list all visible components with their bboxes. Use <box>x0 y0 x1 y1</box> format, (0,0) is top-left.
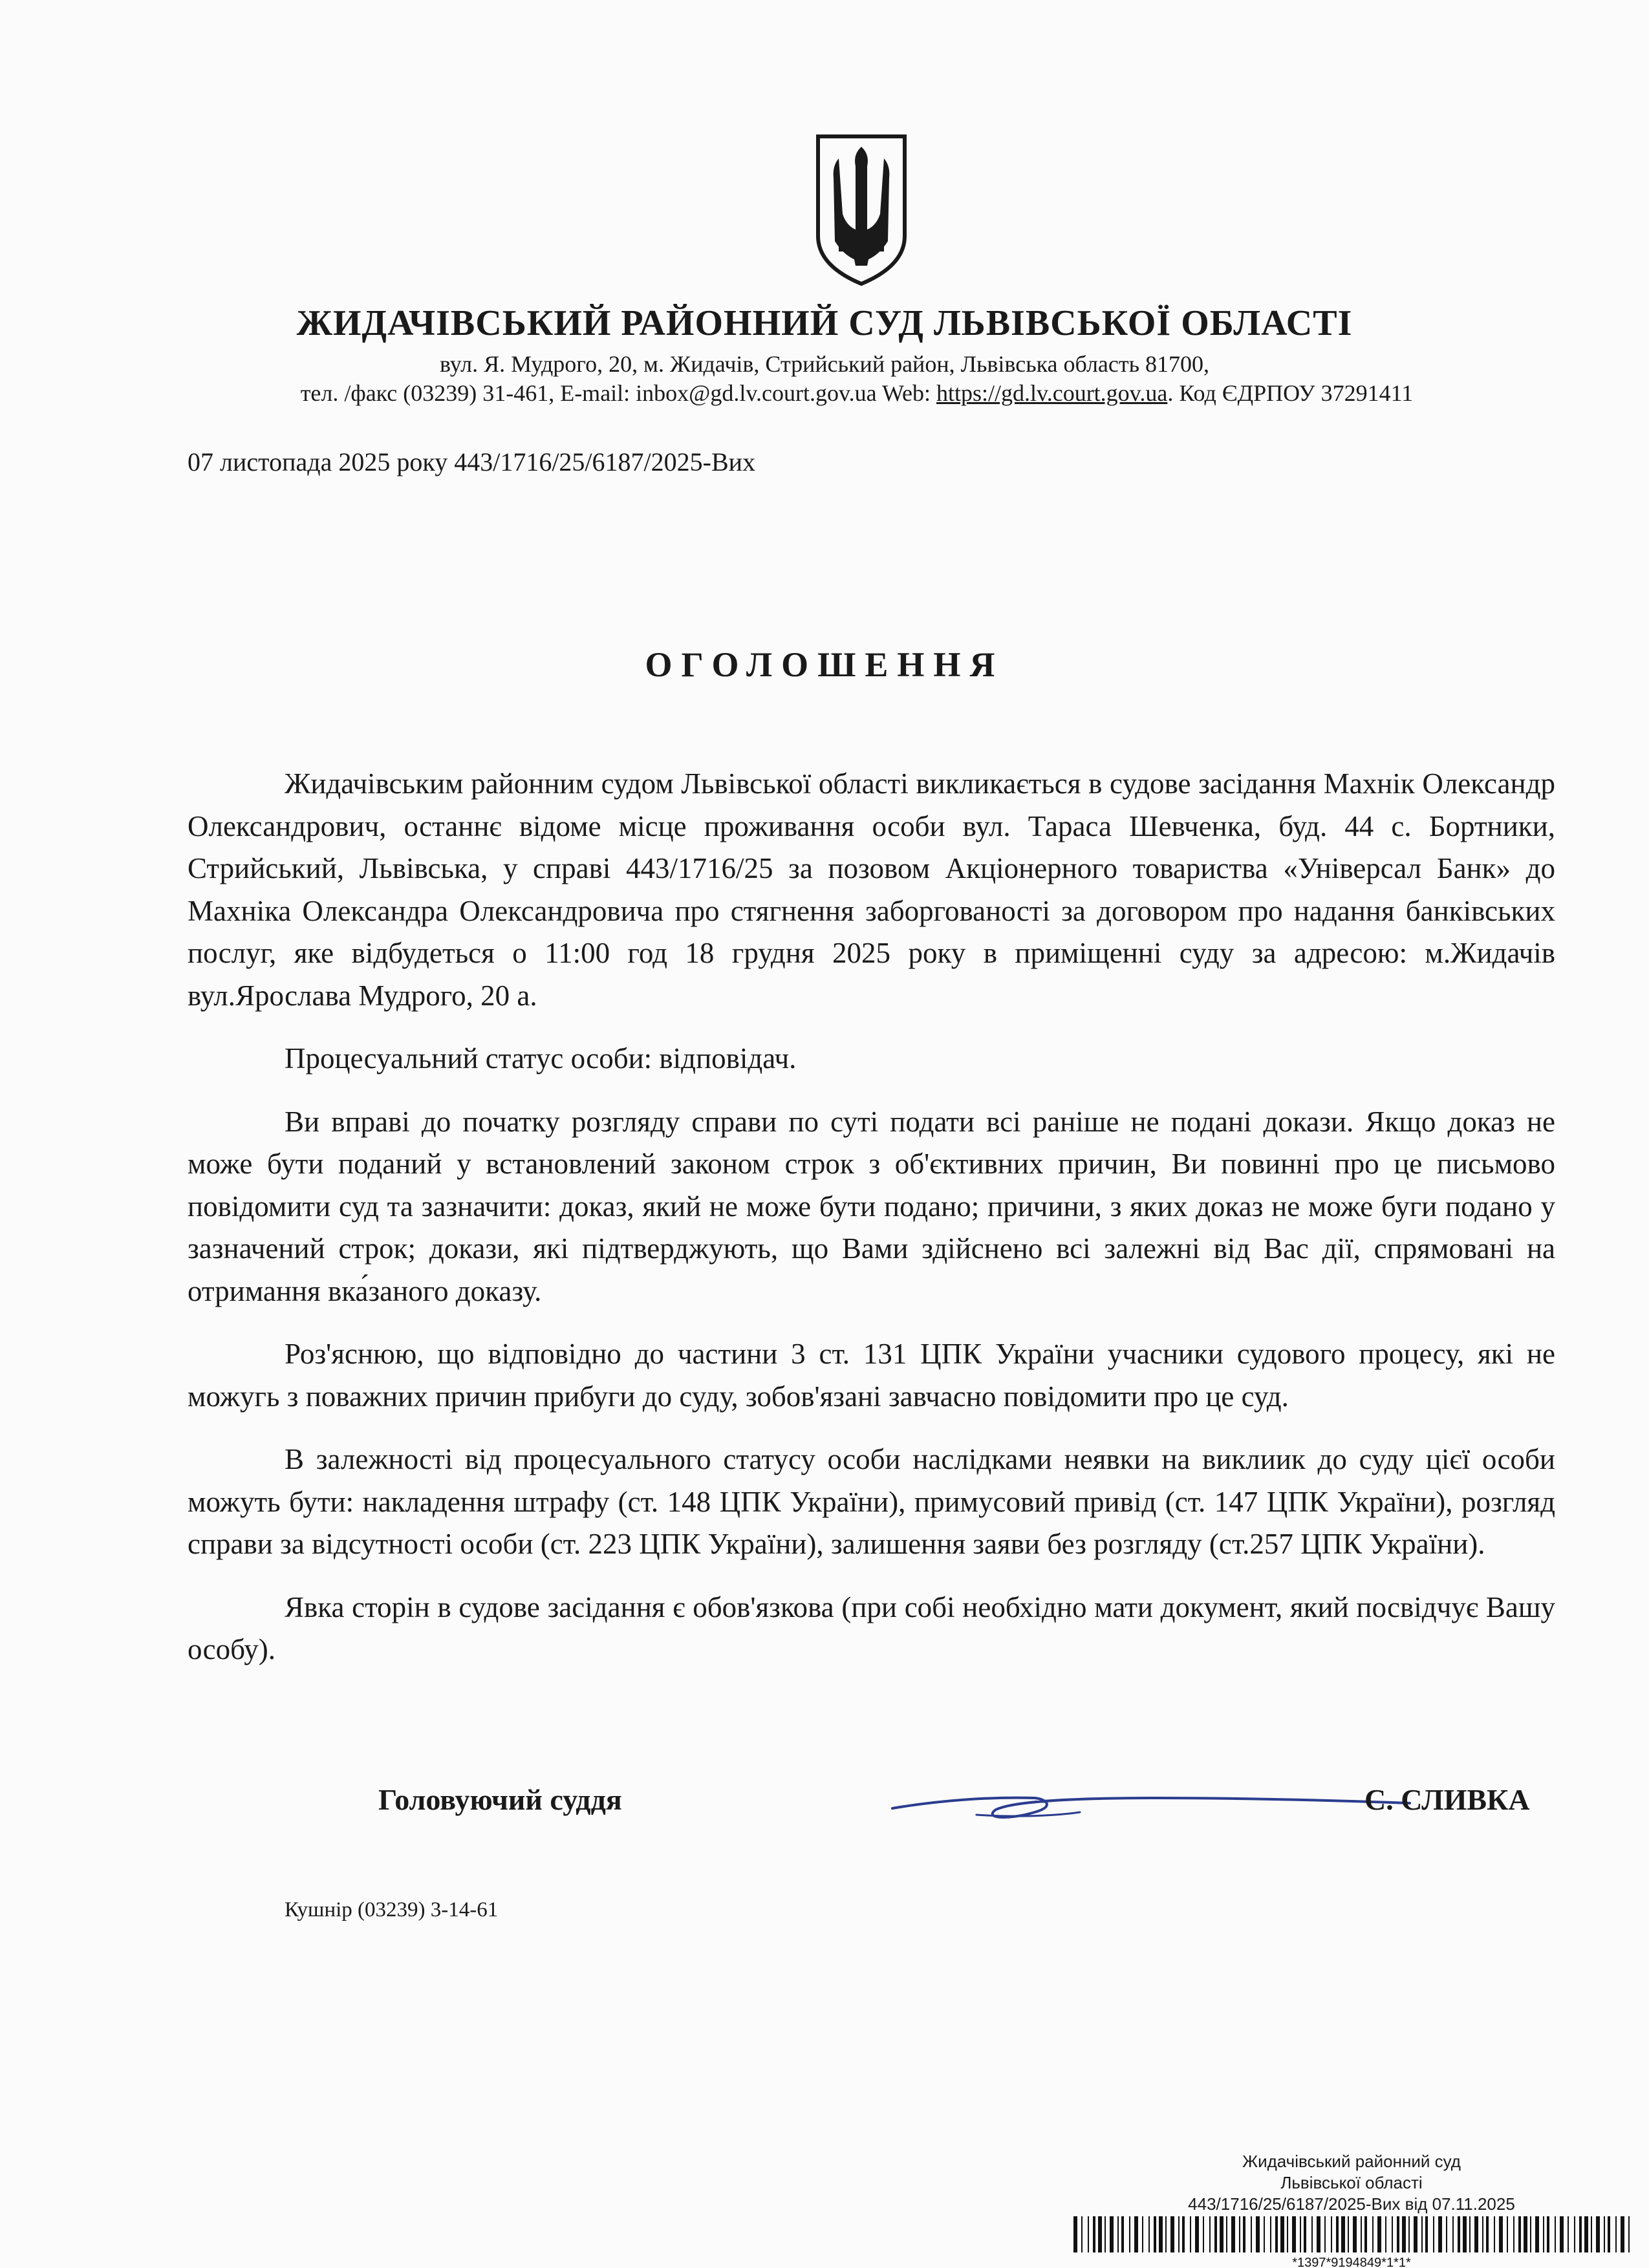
barcode-bar <box>1524 2216 1527 2252</box>
barcode-bar <box>1093 2216 1095 2252</box>
barcode-bar <box>1596 2216 1600 2252</box>
barcode-bar <box>1098 2216 1102 2252</box>
barcode-bar <box>1392 2216 1393 2252</box>
barcode-bar <box>1474 2216 1478 2252</box>
document-body <box>188 763 1555 1692</box>
barcode-bar <box>1081 2216 1083 2252</box>
barcode-bar <box>1159 2216 1163 2252</box>
judge-title: Головуючий суддя <box>378 1783 622 1816</box>
barcode-bar <box>1165 2216 1167 2252</box>
barcode-bar <box>1560 2216 1564 2252</box>
barcode-bar <box>1499 2216 1503 2252</box>
barcode-bar <box>1300 2216 1301 2252</box>
paragraph-status: Процесуальний статус особи: відповідач. <box>285 1042 797 1075</box>
barcode-bar <box>1154 2216 1156 2252</box>
barcode-bar <box>1547 2216 1549 2252</box>
barcode-bar <box>1148 2216 1150 2252</box>
barcode-bar <box>1402 2216 1406 2252</box>
barcode-bar <box>1574 2216 1575 2252</box>
barcode-bar <box>1425 2216 1428 2252</box>
paragraph-attendance: Явка сторін в судове засідання є обов'язкова (при собі необхідно мати документ, який посвідчує Вашу особу). <box>188 1590 1555 1665</box>
barcode-bar <box>1507 2216 1508 2252</box>
barcode-bar <box>1117 2216 1119 2252</box>
judge-name: С. СЛИВКА <box>1364 1783 1530 1816</box>
barcode-bar <box>1482 2216 1483 2252</box>
barcode-bar <box>1353 2216 1357 2252</box>
barcode-bar <box>1446 2216 1447 2252</box>
barcode-bar <box>1433 2216 1434 2252</box>
barcode-bar <box>1621 2216 1624 2252</box>
barcode-bar <box>1452 2216 1454 2252</box>
barcode-bar <box>1209 2216 1211 2252</box>
barcode-bar <box>1414 2216 1417 2252</box>
website-link[interactable]: https://gd.lv.court.gov.ua <box>936 380 1168 406</box>
document-heading: ОГОЛОШЕННЯ <box>645 645 1004 684</box>
barcode-bar <box>1275 2216 1278 2252</box>
stamp-region: Львівської області <box>1280 2173 1423 2192</box>
barcode-bar <box>1535 2216 1539 2252</box>
barcode-bar <box>1178 2216 1180 2252</box>
barcode-bar <box>1073 2216 1077 2252</box>
barcode-bar <box>1182 2216 1185 2252</box>
barcode-bar <box>1251 2216 1252 2252</box>
barcode-bar <box>1088 2216 1089 2252</box>
barcode-bar <box>1555 2216 1556 2252</box>
barcode-bar <box>1331 2216 1332 2252</box>
barcode-bar <box>1280 2216 1284 2252</box>
barcode-bar <box>1190 2216 1191 2252</box>
barcode-bar <box>1494 2216 1495 2252</box>
barcode-bar <box>1543 2216 1544 2252</box>
barcode-bar <box>1121 2216 1124 2252</box>
barcode-bar <box>1220 2216 1223 2252</box>
barcode-bar <box>1584 2216 1588 2252</box>
paragraph-consequences: В залежності від процесуального статусу особи наслідками неявки на виклиик до суду цієї особи можуть бути: накладення штрафу (ст. 148 ЦПК України), примусовий привід (ст. 147 ЦПК України), розгляд справи за відсутності особи (ст. 223 ЦПК України), залишення заяви без розгляду (ст.257 ЦПК України). <box>188 1443 1555 1560</box>
barcode-bar <box>1336 2216 1339 2252</box>
barcode-bar <box>1530 2216 1531 2252</box>
barcode-bar <box>1287 2216 1288 2252</box>
barcode-bar <box>1486 2216 1489 2252</box>
court-address: вул. Я. Мудрого, 20, м. Жидачів, Стрийський район, Львівська область 81700, <box>439 351 1210 377</box>
barcode-bar <box>1317 2216 1320 2252</box>
barcode-bar <box>1615 2216 1617 2252</box>
barcode-bar <box>1214 2216 1217 2252</box>
barcode-bar <box>1438 2216 1442 2252</box>
barcode-bar <box>1628 2216 1630 2252</box>
barcode-bar <box>1134 2216 1138 2252</box>
barcode-bar <box>1361 2216 1362 2252</box>
barcode-bar <box>1513 2216 1514 2252</box>
barcode-bar <box>1231 2216 1235 2252</box>
barcode-bar <box>1304 2216 1306 2252</box>
barcode-bar <box>1608 2216 1610 2252</box>
barcode-bar <box>1226 2216 1227 2252</box>
barcode-bar <box>1195 2216 1199 2252</box>
barcode-bar <box>1372 2216 1374 2252</box>
barcode-bar <box>1311 2216 1313 2252</box>
barcode-bar <box>1385 2216 1386 2252</box>
barcode-bar <box>1348 2216 1349 2252</box>
judge-signature <box>886 1781 1416 1833</box>
registration-stamp <box>1067 2151 1636 2215</box>
barcode-bar <box>1170 2216 1174 2252</box>
outgoing-reference: 07 листопада 2025 року 443/1716/25/6187/2025-Вих <box>188 447 756 476</box>
paragraph-notice: Роз'яснюю, що відповідно до частини 3 ст. 131 ЦПК України учасники судового процесу, які не можугь з поважних причин прибуги до суду, зобов'язані завчасно повідомити про це суд. <box>188 1338 1555 1413</box>
barcode-bar <box>1397 2216 1399 2252</box>
contact-suffix: . Код ЄДРПОУ 37291411 <box>1167 380 1414 406</box>
barcode-bar <box>1324 2216 1326 2252</box>
barcode-bar <box>1105 2216 1106 2252</box>
barcode-bar <box>1129 2216 1130 2252</box>
barcode-bar <box>1292 2216 1296 2252</box>
paragraph-evidence: Ви вправі до початку розгляду справи по суті подати всі раніше не подані докази. Якщо доказ не може бути поданий у встановлений законом строк з об'єктивних причин, Ви повинні про це письмово повідомити суд та зазначити: доказ, який не може бути подано; причини, з яких доказ не може буги подано у зазначений строк; докази, які підтверджують, що Вами здійснено всі залежні від Вас дії, спрямовані на отримання вка́заного доказу. <box>188 1105 1555 1307</box>
barcode-bar <box>1239 2216 1240 2252</box>
contact-prefix: тел. /факс (03239) 31-461, E-mail: inbox@gd.lv.court.gov.ua Web: <box>300 380 937 406</box>
barcode-bar <box>1568 2216 1569 2252</box>
barcode-bar <box>1270 2216 1271 2252</box>
barcode-bar <box>1110 2216 1114 2252</box>
registration-barcode <box>1067 2216 1636 2268</box>
court-name: ЖИДАЧІВСЬКИЙ РАЙОННИЙ СУД ЛЬВІВСЬКОЇ ОБЛАСТІ <box>296 303 1353 343</box>
barcode-text: *1397*9194849*1*1* <box>1292 2256 1411 2268</box>
barcode-bar <box>1463 2216 1467 2252</box>
barcode-bar <box>1421 2216 1423 2252</box>
stamp-reference: 443/1716/25/6187/2025-Вих від 07.11.2025 <box>1188 2194 1515 2214</box>
barcode-bar <box>1604 2216 1605 2252</box>
barcode-bar <box>1518 2216 1521 2252</box>
barcode-bar <box>1591 2216 1592 2252</box>
barcode-bar <box>1256 2216 1260 2252</box>
barcode-bar <box>1243 2216 1245 2252</box>
barcode-bar <box>1341 2216 1345 2252</box>
barcode-bar <box>1364 2216 1367 2252</box>
barcode-bar <box>1377 2216 1381 2252</box>
barcode-bar <box>1469 2216 1471 2252</box>
barcode-bar <box>1458 2216 1460 2252</box>
court-contacts <box>194 378 1520 408</box>
paragraph-summons: Жидачівським районним судом Львівської області викликається в судове засідання Махнік Олександр Олександрович, останнє відоме місце проживання особи вул. Тараса Шевченка, буд. 44 с. Бортники, Стрийський, Львівська, у справі 443/1716/25 за позовом Акціонерного товариства «Універсал Банк» до Махніка Олександра Олександровича про стягнення заборгованості за договором про надання банківських послуг, яке відбудеться о 11:00 год 18 грудня 2025 року в приміщенні суду за адресою: м.Жидачів вул.Ярослава Мудрого, 20 а. <box>188 767 1555 1012</box>
barcode-bar <box>1264 2216 1265 2252</box>
executor-contact: Кушнір (03239) 3-14-61 <box>285 1898 499 1921</box>
tryzub-emblem-icon <box>813 133 910 288</box>
barcode-bar <box>1142 2216 1143 2252</box>
barcode-bar <box>1579 2216 1582 2252</box>
stamp-court: Жидачівський районний суд <box>1242 2152 1461 2171</box>
barcode-bar <box>1408 2216 1410 2252</box>
barcode-bar <box>1203 2216 1204 2252</box>
